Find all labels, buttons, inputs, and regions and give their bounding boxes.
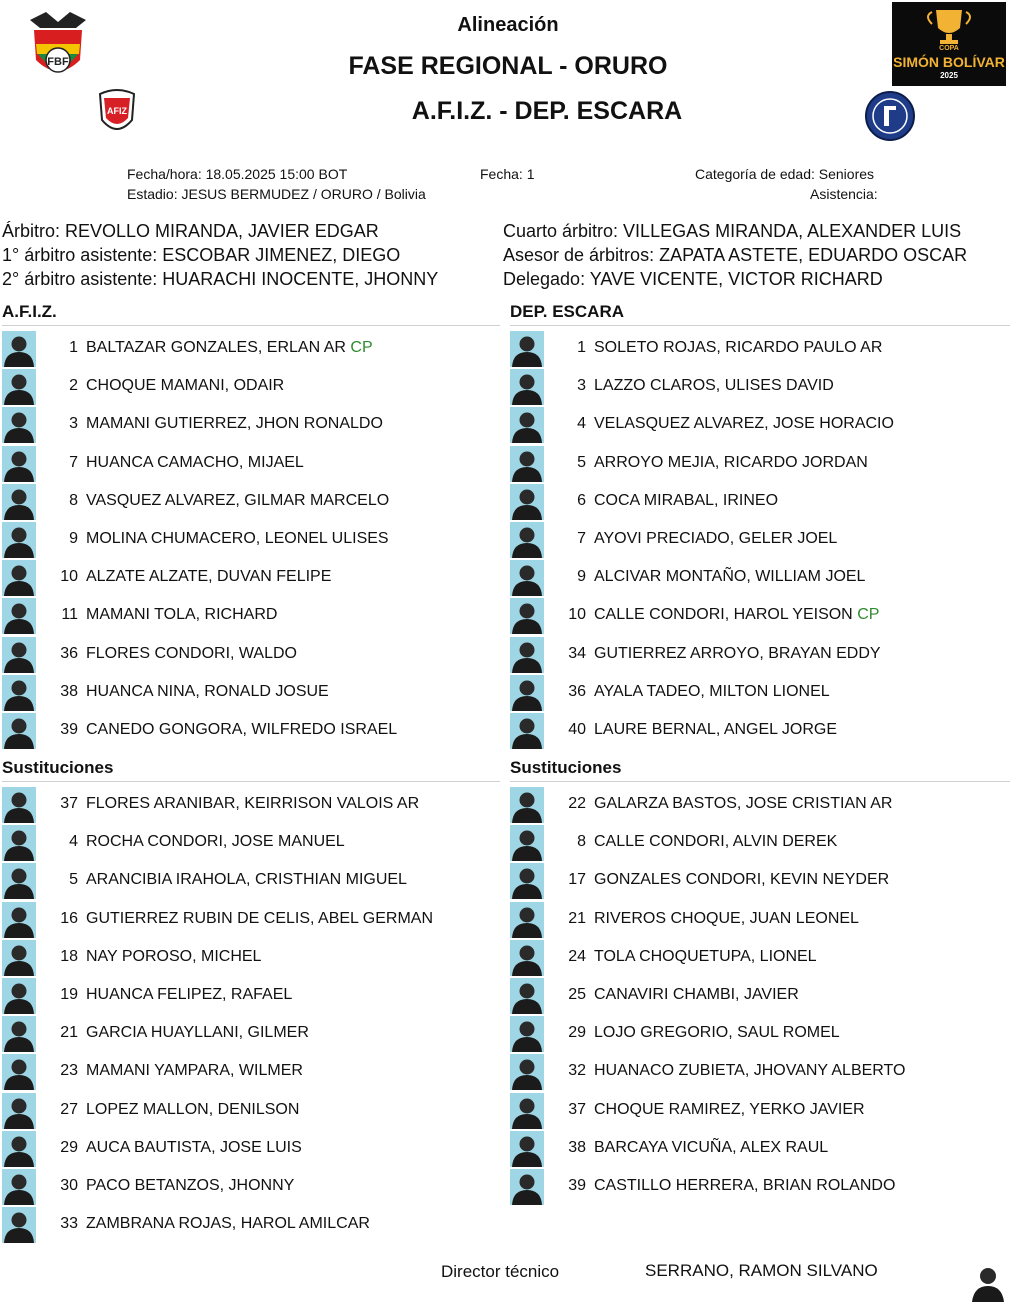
player-name-line — [86, 833, 345, 851]
coach-name: SERRANO, RAMON SILVANO — [645, 1261, 878, 1280]
player-number: 39 — [60, 721, 78, 738]
player-name-line — [594, 492, 778, 510]
player-number: 9 — [69, 530, 78, 547]
player-name-line — [594, 833, 837, 851]
player-photo — [510, 978, 544, 1014]
player-photo — [510, 1016, 544, 1052]
player-row — [2, 901, 492, 939]
player-row — [510, 559, 1000, 597]
player-number: 32 — [568, 1062, 586, 1080]
player-number: 36 — [568, 682, 586, 700]
player-row — [510, 368, 1000, 406]
player-name-line — [86, 1101, 299, 1119]
player-name-line — [86, 1139, 302, 1157]
player-photo — [2, 787, 36, 823]
player-photo — [2, 713, 36, 749]
player-number: 21 — [60, 1024, 78, 1042]
page-title: Alineación — [457, 14, 559, 36]
player-photo — [2, 978, 36, 1014]
player-number: 23 — [60, 1062, 78, 1080]
player-name: CASTILLO HERRERA, BRIAN ROLANDO — [594, 1177, 896, 1194]
player-name: CALLE CONDORI, HAROL YEISON — [594, 606, 853, 624]
home-subs-heading: Sustituciones — [2, 758, 114, 777]
player-photo — [2, 637, 36, 673]
player-name: MAMANI YAMPARA, WILMER — [86, 1062, 303, 1080]
player-name: LOJO GREGORIO, SAUL ROMEL — [594, 1024, 840, 1042]
player-name: ARANCIBIA IRAHOLA, CRISTHIAN MIGUEL — [86, 871, 407, 889]
player-row — [510, 1130, 1000, 1168]
player-photo — [510, 825, 544, 861]
player-name: ALZATE ALZATE, DUVAN FELIPE — [86, 568, 332, 586]
player-number: 6 — [577, 491, 586, 509]
player-name-line — [86, 454, 304, 472]
player-name: CANAVIRI CHAMBI, JAVIER — [594, 986, 799, 1003]
player-name: ARROYO MEJIA, RICARDO JORDAN — [594, 453, 868, 471]
player-row — [510, 977, 1000, 1015]
goalkeeper-tag: AR — [323, 339, 346, 356]
player-number: 38 — [60, 682, 78, 700]
player-name-line — [86, 1062, 303, 1080]
player-name: FLORES CONDORI, WALDO — [86, 644, 297, 662]
player-row — [2, 1092, 492, 1130]
player-row — [2, 406, 492, 444]
home-subs-divider — [2, 781, 500, 782]
player-name-line — [594, 795, 892, 813]
player-photo — [510, 1054, 544, 1090]
player-number: 19 — [60, 986, 78, 1003]
player-photo — [2, 1093, 36, 1129]
player-photo — [2, 446, 36, 482]
player-name: VELASQUEZ ALVAREZ, JOSE HORACIO — [594, 415, 894, 433]
player-photo — [2, 598, 36, 634]
player-row — [510, 521, 1000, 559]
player-photo — [510, 484, 544, 520]
player-photo — [2, 407, 36, 443]
player-photo — [2, 940, 36, 976]
player-row — [2, 1168, 492, 1206]
player-number: 5 — [69, 871, 78, 889]
player-name: HUANCA NINA, RONALD JOSUE — [86, 682, 329, 700]
player-row — [510, 597, 1000, 635]
player-number: 37 — [568, 1100, 586, 1118]
player-name-line — [594, 606, 879, 624]
player-name-line — [86, 568, 331, 586]
player-name-line — [86, 606, 277, 624]
player-photo — [510, 940, 544, 976]
player-name: HUANCA CAMACHO, MIJAEL — [86, 453, 304, 471]
player-name-line — [594, 530, 837, 548]
player-number: 25 — [568, 986, 586, 1003]
assistant-referee-1: 1° árbitro asistente: ESCOBAR JIMENEZ, DIEGO — [2, 245, 401, 265]
player-row — [510, 674, 1000, 712]
referee: Árbitro: REVOLLO MIRANDA, JAVIER EDGAR — [2, 221, 379, 241]
player-name: AYALA TADEO, MILTON LIONEL — [594, 682, 830, 700]
player-number: 34 — [568, 644, 586, 662]
player-row — [2, 862, 492, 900]
player-row — [2, 977, 492, 1015]
player-name-line — [594, 910, 859, 928]
phase-title: FASE REGIONAL - ORURO — [348, 52, 668, 80]
player-row — [2, 330, 492, 368]
player-name-line — [594, 339, 882, 357]
player-number: 16 — [60, 909, 78, 927]
player-name-line — [86, 1024, 309, 1042]
player-photo — [2, 1054, 36, 1090]
svg-text:FBF: FBF — [47, 56, 69, 68]
player-photo — [510, 598, 544, 634]
player-name: RIVEROS CHOQUE, JUAN LEONEL — [594, 909, 859, 927]
player-number: 21 — [568, 909, 586, 927]
player-name: MOLINA CHUMACERO, LEONEL ULISES — [86, 530, 389, 547]
player-row — [2, 483, 492, 521]
player-number: 9 — [577, 568, 586, 586]
player-row — [510, 636, 1000, 674]
player-number: 38 — [568, 1138, 586, 1156]
player-name: CHOQUE RAMIREZ, YERKO JAVIER — [594, 1100, 865, 1118]
player-photo — [2, 1016, 36, 1052]
away-team-heading: DEP. ESCARA — [510, 302, 624, 321]
player-name-line — [594, 1101, 865, 1119]
player-number: 40 — [568, 721, 586, 738]
player-row — [510, 330, 1000, 368]
player-row — [510, 824, 1000, 862]
player-number: 3 — [577, 377, 586, 395]
player-name: TOLA CHOQUETUPA, LIONEL — [594, 947, 817, 965]
captain-tag: CP — [350, 339, 373, 356]
officials-right — [503, 219, 967, 291]
player-name: CHOQUE MAMANI, ODAIR — [86, 377, 285, 395]
player-name-line — [594, 721, 837, 739]
player-number: 29 — [60, 1138, 78, 1156]
player-photo — [510, 331, 544, 367]
player-name: PACO BETANZOS, JHONNY — [86, 1177, 295, 1194]
player-name-line — [86, 530, 389, 548]
player-photo — [2, 331, 36, 367]
player-row — [510, 786, 1000, 824]
player-photo — [2, 1207, 36, 1243]
player-row — [2, 521, 492, 559]
player-number: 39 — [568, 1177, 586, 1194]
player-photo — [510, 1169, 544, 1205]
player-name: GONZALES CONDORI, KEVIN NEYDER — [594, 871, 890, 889]
player-name: BALTAZAR GONZALES, ERLAN — [86, 339, 321, 356]
player-photo — [510, 1131, 544, 1167]
player-name: HUANACO ZUBIETA, JHOVANY ALBERTO — [594, 1062, 906, 1080]
player-photo — [510, 560, 544, 596]
cup-label-year: 2025 — [940, 71, 958, 80]
assistant-referee-2: 2° árbitro asistente: HUARACHI INOCENTE, JHONNY — [2, 269, 439, 289]
player-number: 33 — [60, 1215, 78, 1233]
player-name: NAY POROSO, MICHEL — [86, 947, 262, 965]
player-name: LAURE BERNAL, ANGEL JORGE — [594, 721, 838, 738]
player-name-line — [86, 948, 261, 966]
player-row — [510, 483, 1000, 521]
player-photo — [2, 902, 36, 938]
player-row — [510, 901, 1000, 939]
player-name: VASQUEZ ALVAREZ, GILMAR MARCELO — [86, 491, 390, 509]
player-photo — [510, 902, 544, 938]
cup-label-top: COPA — [939, 45, 959, 52]
player-number: 30 — [60, 1177, 78, 1194]
player-number: 3 — [69, 415, 78, 433]
player-row — [2, 712, 492, 750]
player-photo — [2, 1131, 36, 1167]
player-name: HUANCA FELIPEZ, RAFAEL — [86, 986, 293, 1003]
player-number: 29 — [568, 1024, 586, 1042]
player-row — [2, 939, 492, 977]
coach-photo — [970, 1262, 1006, 1302]
goalkeeper-tag: AR — [860, 339, 883, 356]
player-name-line — [86, 415, 383, 433]
player-number: 8 — [69, 491, 78, 509]
referee-assessor: Asesor de árbitros: ZAPATA ASTETE, EDUARDO OSCAR — [503, 245, 968, 265]
player-row — [2, 559, 492, 597]
player-number: 7 — [577, 530, 586, 547]
goalkeeper-tag: AR — [870, 795, 893, 812]
player-photo — [510, 713, 544, 749]
player-name-line — [594, 454, 868, 472]
player-row — [2, 445, 492, 483]
player-name: GALARZA BASTOS, JOSE CRISTIAN — [594, 795, 867, 812]
player-name: ZAMBRANA ROJAS, HAROL AMILCAR — [86, 1215, 370, 1233]
player-photo — [2, 863, 36, 899]
player-row — [2, 824, 492, 862]
player-number: 8 — [577, 833, 586, 851]
player-row — [510, 712, 1000, 750]
player-number: 10 — [568, 606, 586, 624]
player-row — [2, 1130, 492, 1168]
player-row — [510, 1092, 1000, 1130]
player-name: AUCA BAUTISTA, JOSE LUIS — [86, 1138, 302, 1156]
captain-tag: CP — [857, 606, 880, 624]
player-name: SOLETO ROJAS, RICARDO PAULO — [594, 339, 857, 356]
home-divider — [2, 325, 500, 326]
player-name-line — [86, 721, 397, 739]
player-name-line — [86, 492, 389, 510]
player-name: GUTIERREZ ARROYO, BRAYAN EDDY — [594, 644, 881, 662]
player-name-line — [86, 1215, 370, 1233]
player-photo — [2, 560, 36, 596]
player-name-line — [594, 1062, 905, 1080]
player-name: LOPEZ MALLON, DENILSON — [86, 1100, 300, 1118]
player-number: 10 — [60, 568, 78, 586]
officials-left — [2, 219, 438, 291]
player-name: BARCAYA VICUÑA, ALEX RAUL — [594, 1138, 829, 1156]
player-photo — [510, 787, 544, 823]
player-number: 4 — [577, 415, 586, 433]
player-name-line — [86, 910, 433, 928]
player-row — [2, 1206, 492, 1244]
player-row — [510, 1015, 1000, 1053]
player-name-line — [594, 948, 817, 966]
age-category: Categoría de edad: Seniores — [695, 166, 875, 182]
coach-label: Director técnico — [441, 1262, 560, 1281]
player-number: 17 — [568, 871, 586, 889]
match-delegate: Delegado: YAVE VICENTE, VICTOR RICHARD — [503, 269, 883, 289]
player-number: 22 — [568, 795, 586, 812]
player-row — [2, 1015, 492, 1053]
player-name: CANEDO GONGORA, WILFREDO ISRAEL — [86, 721, 398, 738]
player-name-line — [594, 683, 830, 701]
match-stadium: Estadio: JESUS BERMUDEZ / ORURO / Bolivia — [127, 186, 426, 202]
player-name-line — [594, 415, 894, 433]
away-divider — [510, 325, 1010, 326]
player-name: ALCIVAR MONTAÑO, WILLIAM JOEL — [594, 568, 866, 586]
attendance: Asistencia: — [810, 186, 878, 202]
player-photo — [2, 1169, 36, 1205]
player-number: 18 — [60, 947, 78, 965]
player-number: 1 — [577, 339, 586, 356]
player-photo — [510, 369, 544, 405]
player-name-line — [86, 339, 373, 357]
player-name-line — [594, 871, 889, 889]
player-photo — [510, 863, 544, 899]
player-row — [510, 1168, 1000, 1206]
player-name-line — [86, 871, 407, 889]
player-name-line — [594, 377, 834, 395]
player-row — [510, 406, 1000, 444]
player-row — [2, 786, 492, 824]
player-number: 2 — [69, 377, 78, 395]
player-name-line — [86, 1177, 294, 1195]
away-subs-heading: Sustituciones — [510, 758, 622, 777]
player-name-line — [86, 986, 292, 1004]
player-name-line — [86, 377, 284, 395]
player-row — [2, 1053, 492, 1091]
player-name-line — [594, 986, 799, 1004]
player-photo — [510, 675, 544, 711]
player-name-line — [594, 568, 865, 586]
player-photo — [2, 369, 36, 405]
player-row — [2, 368, 492, 406]
player-number: 1 — [69, 339, 78, 356]
player-name: GUTIERREZ RUBIN DE CELIS, ABEL GERMAN — [86, 909, 434, 927]
player-photo — [2, 825, 36, 861]
player-photo — [510, 1093, 544, 1129]
player-row — [510, 1053, 1000, 1091]
player-row — [510, 939, 1000, 977]
player-photo — [510, 407, 544, 443]
player-name-line — [594, 1024, 840, 1042]
away-subs-divider — [510, 781, 1010, 782]
player-number: 27 — [60, 1100, 78, 1118]
fourth-referee: Cuarto árbitro: VILLEGAS MIRANDA, ALEXANDER LUIS — [503, 221, 962, 241]
player-name-line — [86, 683, 329, 701]
player-row — [2, 674, 492, 712]
svg-text:AFIZ: AFIZ — [107, 106, 127, 116]
cup-label-main: SIMÓN BOLÍVAR — [893, 54, 1005, 70]
player-row — [2, 597, 492, 635]
player-name: MAMANI TOLA, RICHARD — [86, 606, 278, 624]
player-photo — [510, 637, 544, 673]
player-name: FLORES ARANIBAR, KEIRRISON VALOIS — [86, 795, 394, 812]
player-number: 24 — [568, 947, 586, 965]
player-name: ROCHA CONDORI, JOSE MANUEL — [86, 833, 345, 851]
player-photo — [2, 484, 36, 520]
player-photo — [2, 522, 36, 558]
player-name-line — [594, 645, 881, 663]
player-row — [2, 636, 492, 674]
player-photo — [510, 522, 544, 558]
player-name: COCA MIRABAL, IRINEO — [594, 491, 779, 509]
match-datetime: Fecha/hora: 18.05.2025 15:00 BOT — [127, 166, 348, 182]
player-number: 5 — [577, 453, 586, 471]
player-name-line — [86, 795, 419, 813]
player-name: AYOVI PRECIADO, GELER JOEL — [594, 530, 838, 547]
player-row — [510, 445, 1000, 483]
player-name-line — [594, 1177, 895, 1195]
player-row — [510, 862, 1000, 900]
player-number: 4 — [69, 833, 78, 851]
player-name: LAZZO CLAROS, ULISES DAVID — [594, 377, 834, 395]
player-photo — [2, 675, 36, 711]
goalkeeper-tag: AR — [396, 795, 420, 812]
player-photo — [510, 446, 544, 482]
player-name: MAMANI GUTIERREZ, JHON RONALDO — [86, 415, 383, 433]
player-name-line — [86, 645, 297, 663]
match-title: A.F.I.Z. - DEP. ESCARA — [411, 97, 683, 125]
home-team-heading: A.F.I.Z. — [2, 302, 57, 321]
match-round: Fecha: 1 — [480, 166, 535, 182]
player-number: 37 — [60, 795, 78, 812]
player-number: 7 — [69, 453, 78, 471]
player-number: 36 — [60, 644, 78, 662]
player-name: GARCIA HUAYLLANI, GILMER — [86, 1024, 309, 1042]
player-name: CALLE CONDORI, ALVIN DEREK — [594, 833, 838, 851]
player-name-line — [594, 1139, 828, 1157]
player-number: 11 — [61, 606, 78, 624]
